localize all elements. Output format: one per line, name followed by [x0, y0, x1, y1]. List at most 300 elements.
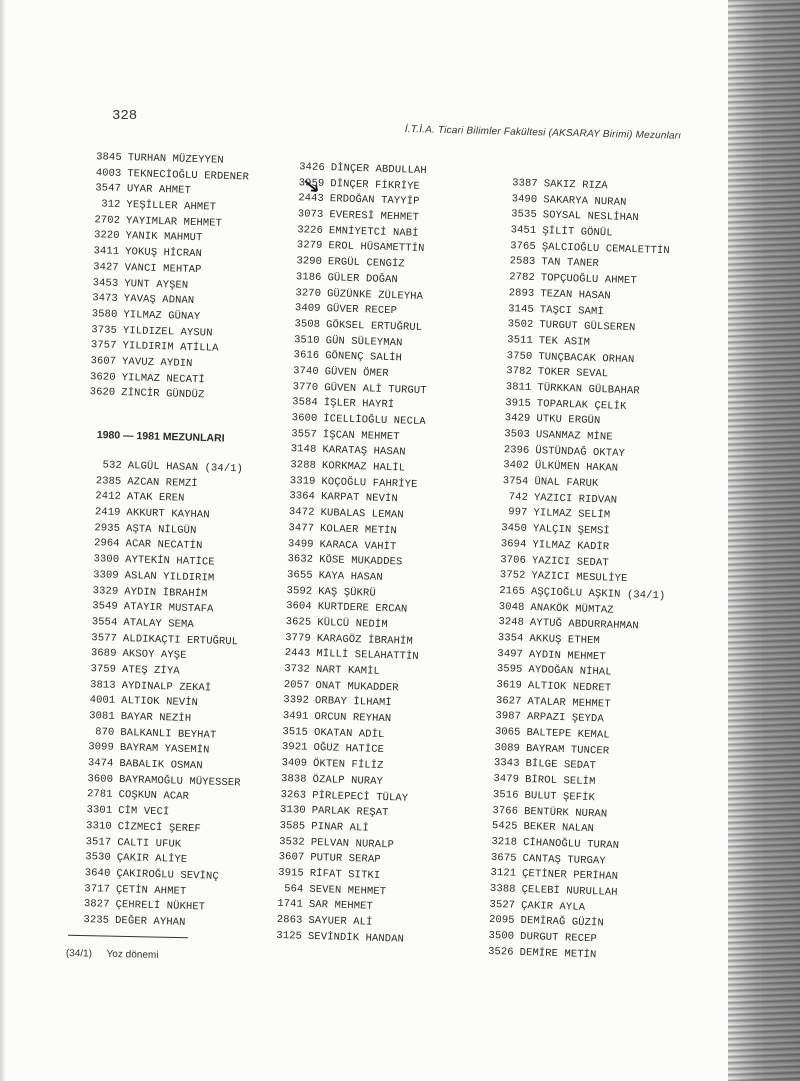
student-number: 2419	[94, 506, 121, 519]
running-header: İ.T.İ.A. Ticari Bilimler Fakültesi (AKSARAY Birimi) Mezunları	[404, 124, 682, 142]
graduate-name: ÜNAL FARUK	[534, 476, 599, 491]
graduate-name: KUBALAS LEMAN	[320, 507, 404, 522]
graduate-name: SAYUER ALİ	[308, 914, 373, 929]
graduate-name: KARPAT NEVİN	[320, 491, 398, 506]
student-number: 3329	[92, 584, 119, 598]
graduate-name: ORBAY İLHAMİ	[314, 695, 392, 710]
graduate-name: ÇAKIROĞLU SEVİNÇ	[116, 867, 219, 883]
student-number: 3750	[506, 349, 533, 363]
student-number: 997	[508, 506, 528, 520]
graduate-name: ZİNCİR GÜNDÜZ	[121, 387, 205, 402]
graduate-name: AYDIN MEHMET	[528, 648, 606, 664]
graduate-name: YANIK MAHMUT	[125, 230, 203, 245]
graduate-name: TEKNECİOĞLU ERDENER	[127, 167, 250, 184]
graduate-name: AYDINALP ZEKAİ	[121, 679, 212, 695]
graduate-name: OĞUZ HATİCE	[313, 742, 385, 757]
graduate-name: DEMİRE METİN	[519, 946, 597, 961]
student-number: 3511	[507, 334, 534, 347]
student-number: 3766	[492, 804, 519, 818]
graduate-name: ALDIKAÇTI ERTUĞRUL	[122, 632, 239, 648]
graduate-name: ATAYIR MUSTAFA	[123, 601, 214, 616]
graduate-name: TOPÇUOĞLU AHMET	[540, 272, 637, 288]
student-number: 3689	[90, 647, 117, 661]
graduate-name: PUTUR SERAP	[310, 852, 381, 867]
student-number: 3811	[505, 381, 532, 394]
student-number: 3474	[87, 757, 114, 770]
student-number: 3584	[292, 396, 318, 410]
graduate-name: KURTDERE ERCAN	[317, 601, 408, 616]
graduate-name: UTKU ERGÜN	[536, 413, 601, 428]
student-number: 3595	[496, 663, 523, 677]
student-number: 3515	[282, 725, 309, 739]
student-number: 3186	[295, 271, 322, 284]
student-number: 3655	[286, 568, 313, 582]
student-number: 3620	[89, 386, 116, 400]
student-number: 3226	[297, 223, 324, 237]
student-number: 3477	[288, 521, 315, 535]
student-number: 3263	[280, 788, 307, 802]
student-number: 3290	[296, 255, 323, 269]
graduate-name: ONAT MUKADDER	[315, 679, 399, 695]
page-right-scan-edge	[728, 0, 800, 1081]
graduate-name: COŞKUN ACAR	[118, 789, 190, 804]
student-number: 3592	[286, 584, 313, 598]
graduate-name: ŞİLİT GÖNÜL	[542, 225, 613, 240]
student-number: 2935	[94, 521, 121, 535]
graduate-name: GÜVEN ÖMER	[324, 366, 389, 380]
graduate-name: ÖZALP NURAY	[312, 773, 384, 788]
student-number: 3517	[85, 835, 112, 849]
student-number: 3580	[91, 308, 118, 321]
student-number: 3081	[89, 710, 115, 723]
student-number: 2781	[86, 788, 113, 802]
graduate-name: YAVUZ AYDIN	[121, 355, 193, 370]
graduate-name: ŞALCIOĞLU CEMALETTİN	[541, 240, 670, 257]
student-number: 3491	[282, 710, 309, 723]
student-number: 3619	[496, 679, 523, 692]
graduate-name: ALTIOK NEDRET	[527, 680, 612, 695]
student-number: 870	[94, 725, 115, 739]
graduate-name: KÖSE MUKADDES	[318, 554, 403, 569]
graduate-name: BİLGE SEDAT	[525, 758, 597, 773]
graduate-name: İŞLER HAYRİ	[323, 397, 395, 412]
student-number: 3502	[507, 318, 534, 332]
student-number: 3813	[89, 678, 116, 692]
graduate-name: GÖNENÇ SALİH	[325, 350, 403, 365]
student-number: 2782	[509, 271, 535, 285]
footnote-mark: (34/1)	[65, 948, 93, 960]
graduate-name: KÜLCÜ NEDİM	[317, 616, 388, 632]
student-number: 3759	[90, 663, 117, 676]
student-number: 3827	[83, 898, 110, 912]
column-1-graduates	[81, 150, 250, 405]
student-number: 1741	[277, 898, 304, 911]
graduate-name: ÜSTÜNDAĞ OKTAY	[535, 444, 626, 460]
student-number: 3065	[494, 726, 521, 739]
student-number: 3740	[292, 365, 319, 378]
student-number: 3354	[497, 631, 524, 645]
graduate-name: ÇEHRELİ NÜKHET	[115, 899, 206, 914]
graduate-name: GÜZÜNKE ZÜLEYHA	[326, 287, 424, 303]
graduate-name: ASLAN YILDIRIM	[124, 569, 215, 585]
student-number: 3121	[490, 867, 517, 880]
student-number: 3532	[278, 835, 305, 849]
graduate-name: BİROL SELİM	[524, 774, 596, 789]
student-number: 3270	[295, 286, 322, 300]
student-number: 3451	[510, 224, 537, 238]
graduate-name: MİLLİ SELAHATTİN	[316, 648, 419, 664]
graduate-name: ÇAKIR AYLA	[520, 899, 586, 914]
student-number: 3765	[510, 239, 536, 253]
student-number: 3782	[506, 365, 533, 379]
student-number: 3148	[290, 443, 317, 457]
graduate-name: EROL HÜSAMETTİN	[328, 240, 425, 256]
graduate-name: AKKURT KAYHAN	[126, 507, 210, 522]
student-number: 3099	[88, 741, 115, 755]
graduate-name: ALGÜL HASAN (34/1)	[127, 460, 244, 476]
student-number: 3402	[503, 459, 530, 473]
student-number: 3145	[508, 302, 535, 316]
graduate-name: USANMAZ MİNE	[535, 429, 613, 444]
student-number: 3987	[495, 710, 522, 724]
graduate-name: YEŞİLLER AHMET	[126, 199, 217, 214]
graduate-name: OKATAN ADİL	[313, 726, 385, 741]
graduate-name: GÜLER DOĞAN	[327, 271, 399, 287]
graduate-name: GÖKSEL ERTUĞRUL	[325, 318, 423, 334]
student-number: 3527	[489, 898, 516, 912]
graduate-name: YAZICI MESULİYE	[531, 570, 628, 586]
graduate-name: UYAR AHMET	[126, 183, 192, 198]
graduate-name: SAR MEHMET	[308, 899, 374, 914]
graduate-name: ÇELEBİ NURULLAH	[521, 883, 618, 899]
student-number: 3218	[491, 835, 518, 849]
graduate-name: TEK ASIM	[538, 335, 591, 349]
graduate-name: ATAK EREN	[126, 491, 185, 506]
graduate-name: CİZMECİ ŞEREF	[117, 820, 202, 836]
student-number: 3343	[493, 757, 520, 771]
graduate-name: GÜVER RECEP	[326, 303, 398, 318]
student-number: 3675	[490, 851, 517, 865]
graduate-name: PARLAK REŞAT	[311, 805, 389, 820]
graduate-name: ÖKTEN FİLİZ	[312, 758, 384, 773]
student-number: 2443	[284, 647, 311, 661]
graduate-name: YILMAZ KADİR	[532, 538, 610, 554]
student-number: 3392	[283, 694, 310, 708]
student-number: 3620	[89, 370, 116, 384]
graduate-name: CİM VECİ	[117, 805, 170, 819]
student-number: 2583	[509, 255, 536, 269]
graduate-name: BALTEPE KEMAL	[526, 727, 610, 742]
graduate-name: ATEŞ ZİYA	[121, 663, 180, 678]
footnote-text: Yoz dönemi	[106, 948, 159, 961]
student-number: 3585	[279, 819, 306, 833]
graduate-name: YILMAZ NECATİ	[121, 371, 206, 386]
graduate-name: BULUT ŞEFİK	[524, 789, 596, 804]
graduate-name: KARAGÖZ İBRAHİM	[316, 632, 413, 648]
graduate-name: ACAR NECATİN	[125, 538, 203, 553]
section-heading-1980-1981: 1980 — 1981 MEZUNLARI	[96, 429, 225, 445]
graduate-name: AYDIN İBRAHİM	[124, 585, 208, 600]
graduate-name: SOYSAL NESLİHAN	[542, 209, 639, 225]
student-number: 3497	[497, 647, 524, 661]
graduate-name: BABALIK OSMAN	[119, 758, 203, 773]
student-number: 5425	[491, 820, 518, 833]
graduate-name: ATALAY SEMA	[123, 616, 194, 631]
student-number: 3754	[502, 475, 529, 488]
student-number: 3845	[96, 151, 122, 164]
student-number: 3453	[92, 276, 119, 290]
graduate-name: YILDIZEL AYSUN	[122, 324, 213, 340]
graduate-name: ÜLKÜMEN HAKAN	[534, 460, 619, 476]
student-number: 3530	[85, 851, 112, 864]
student-number: 2443	[298, 192, 325, 206]
graduate-name: ORCUN REYHAN	[314, 711, 392, 726]
student-number: 2863	[276, 913, 303, 927]
student-number: 3757	[90, 339, 117, 353]
student-number: 3387	[511, 177, 538, 191]
student-number: 3427	[92, 261, 119, 274]
student-number: 3770	[292, 380, 319, 394]
graduate-name: AYTUĞ ABDURRAHMAN	[529, 617, 639, 633]
student-number: 2964	[93, 537, 120, 551]
student-number: 3309	[92, 569, 119, 582]
student-number: 3516	[492, 788, 519, 802]
student-number: 3632	[287, 553, 314, 567]
graduate-name: ATALAR MEHMET	[527, 695, 611, 711]
student-number: 3508	[294, 318, 321, 331]
student-number: 312	[101, 198, 121, 211]
graduate-name: YUNT AYŞEN	[124, 277, 189, 292]
page-left-shadow	[0, 0, 6, 1081]
graduate-name: BAYRAM YASEMİN	[119, 742, 210, 757]
student-number: 3607	[278, 851, 305, 864]
graduate-name: YILDIRIM ATİLLA	[122, 340, 219, 355]
student-number: 3503	[504, 428, 531, 441]
graduate-name: DİNÇER ABDULLAH	[330, 162, 427, 178]
graduate-name: SAKARYA NURAN	[543, 193, 627, 209]
graduate-name: RİFAT SITKI	[309, 867, 381, 882]
student-number: 2893	[508, 287, 535, 300]
student-number: 3535	[510, 208, 537, 222]
graduate-name: ARPAZI ŞEYDA	[526, 711, 604, 726]
graduate-name: YAZICI RIDVAN	[533, 491, 618, 507]
graduate-name: DEĞER AYHAN	[114, 914, 186, 929]
student-number: 3248	[498, 616, 525, 630]
graduate-name: TURGUT GÜLSEREN	[539, 319, 636, 335]
student-number: 2412	[95, 490, 122, 504]
graduate-name: DURGUT RECEP	[519, 930, 598, 946]
student-number: 3288	[290, 459, 317, 472]
graduate-name: TURHAN MÜZEYYEN	[127, 152, 224, 167]
graduate-name: YAVAŞ ADNAN	[123, 293, 195, 308]
graduate-name: KOÇOĞLU FAHRİYE	[321, 475, 418, 491]
student-number: 3735	[91, 323, 118, 337]
graduate-name: TOPARLAK ÇELİK	[536, 397, 627, 413]
student-number: 3510	[293, 333, 320, 347]
student-number: 3364	[289, 490, 316, 504]
student-number: 3694	[500, 537, 527, 551]
graduate-name: KARACA VAHİT	[319, 538, 397, 553]
student-number: 3600	[87, 772, 114, 786]
graduate-name: CANTAŞ TURGAY	[522, 852, 606, 868]
student-number: 3220	[93, 229, 120, 243]
student-number: 3048	[498, 600, 525, 614]
student-number: 4001	[89, 694, 116, 708]
graduate-name: DİNÇER FİKRİYE	[330, 177, 421, 193]
graduate-name: KAŞ ŞÜKRÜ	[318, 585, 376, 600]
student-number: 3717	[84, 882, 111, 896]
student-number: 3604	[285, 600, 312, 614]
graduate-name: KOLAER METİN	[319, 522, 398, 538]
graduate-name: PELVAN NURALP	[310, 836, 395, 851]
graduate-name: TÜRKKAN GÜLBAHAR	[537, 382, 640, 398]
graduate-name: YAYIMLAR MEHMET	[125, 214, 223, 230]
graduate-name: YOKUŞ HİCRAN	[124, 246, 203, 261]
graduate-name: AŞTA NİLGÜN	[125, 522, 197, 537]
student-number: 4003	[95, 166, 122, 180]
student-number: 3409	[294, 302, 321, 316]
graduate-name: İCELLİOĞLU NECLA	[323, 413, 426, 429]
graduate-name: SEVEN MEHMET	[309, 883, 387, 898]
graduate-name: ERDOĞAN TAYYİP	[329, 193, 420, 209]
graduate-name: ÇETİNER PERİHAN	[521, 868, 619, 884]
student-number: 3426	[299, 161, 325, 175]
graduate-name: CİHANOĞLU TURAN	[522, 836, 620, 852]
graduate-name: AYDOĞAN NİHAL	[528, 664, 612, 679]
student-number: 3499	[287, 537, 314, 551]
graduate-name: AKKUŞ ETHEM	[529, 632, 601, 648]
student-number: 3310	[85, 819, 112, 833]
graduate-name: BAYRAMOĞLU MÜYESSER	[118, 773, 241, 790]
graduate-name: BAYRAM TUNCER	[525, 742, 610, 758]
student-number: 3073	[297, 208, 324, 222]
student-number: 3500	[488, 929, 515, 943]
student-number: 3547	[95, 182, 122, 196]
student-number: 3557	[291, 427, 318, 441]
student-number: 3915	[278, 866, 305, 880]
student-number: 3706	[500, 553, 527, 567]
student-number: 3300	[93, 553, 120, 567]
student-number: 3549	[92, 600, 119, 614]
graduate-name: ÇETİN AHMET	[115, 883, 187, 898]
graduate-name: ALTIOK NEVİN	[121, 695, 199, 710]
student-number: 564	[283, 882, 304, 896]
graduate-name: BENTÜRK NURAN	[523, 805, 608, 821]
student-number: 3235	[83, 913, 110, 927]
graduate-name: YALÇIN ŞEMSİ	[532, 523, 610, 538]
student-number: 532	[102, 459, 122, 472]
column-1-graduates-1980-1981	[75, 458, 250, 933]
student-number: 3752	[499, 569, 526, 583]
student-number: 3627	[495, 694, 522, 708]
graduate-name: VANCI MEHTAP	[124, 261, 202, 277]
student-number: 3409	[281, 757, 308, 770]
student-number: 2057	[283, 678, 310, 692]
student-number: 3921	[281, 741, 308, 755]
graduate-name: BEKER NALAN	[523, 821, 595, 836]
student-number: 2385	[95, 474, 122, 488]
student-number: 2396	[503, 443, 530, 457]
student-number: 3915	[505, 396, 532, 410]
graduate-name: DEMİRAĞ GÜZİN	[520, 915, 604, 930]
student-number: 3526	[487, 945, 514, 959]
graduate-name: SEVİNDİK HANDAN	[307, 930, 405, 946]
graduate-name: YAZICI SEDAT	[531, 554, 609, 569]
graduate-name: AZCAN REMZİ	[127, 475, 198, 490]
graduate-name: KARATAŞ HASAN	[322, 444, 406, 459]
student-number: 3472	[288, 506, 315, 519]
graduate-name: AYTEKİN HATİCE	[124, 554, 215, 569]
student-number: 3607	[90, 355, 117, 368]
graduate-name: ANAKÖK MÜMTAZ	[530, 601, 614, 617]
student-number: 3625	[285, 615, 312, 629]
student-number: 3554	[91, 616, 118, 629]
student-number: 3616	[293, 349, 320, 363]
graduate-name: İŞCAN MEHMET	[322, 428, 400, 444]
student-number: 2702	[94, 213, 121, 227]
graduate-name: TEZAN HASAN	[540, 288, 611, 303]
student-number: 3279	[296, 239, 323, 253]
student-number: 3130	[279, 804, 306, 817]
graduate-name: PINAR ALİ	[311, 820, 369, 835]
student-number: 3600	[291, 412, 318, 425]
student-number: 3732	[284, 663, 311, 676]
column-2-graduates	[268, 160, 434, 948]
student-number: 742	[508, 491, 529, 504]
student-number: 3473	[92, 292, 119, 306]
student-number: 3429	[504, 412, 531, 426]
student-number: 3450	[501, 522, 528, 536]
column-3-graduates	[479, 176, 678, 965]
page-number: 328	[112, 108, 138, 124]
graduate-name: TAN TANER	[541, 256, 600, 271]
student-number: 3089	[494, 741, 521, 755]
graduate-name: TAŞCI SAMİ	[539, 303, 604, 318]
graduate-name: AKSOY AYŞE	[122, 648, 187, 663]
graduate-name: EVERESİ MEHMET	[329, 209, 420, 224]
graduate-name: YILMAZ SELİM	[533, 507, 611, 522]
student-number: 3490	[511, 192, 538, 206]
student-number: 3319	[289, 474, 316, 488]
graduate-name: GÜVEN ALİ TURGUT	[324, 381, 427, 397]
student-number: 3838	[280, 772, 307, 786]
student-number: 3125	[276, 929, 303, 943]
graduate-name: ÇAKIR ALİYE	[116, 852, 188, 867]
graduate-name: SAKIZ RIZA	[543, 178, 608, 193]
student-number: 3411	[93, 245, 120, 259]
graduate-name: KAYA HASAN	[318, 569, 383, 584]
graduate-name: NART KAMİL	[315, 663, 381, 678]
student-number: 3479	[493, 773, 520, 786]
student-number: 3388	[489, 882, 516, 896]
graduate-name: KORKMAZ HALİL	[321, 460, 406, 475]
student-number: 3959	[298, 176, 325, 190]
graduate-name: BALKANLI BEYHAT	[120, 726, 217, 742]
footnote	[66, 948, 159, 961]
student-number: 2165	[499, 584, 526, 598]
graduate-name: AŞÇIOĞLU AŞKIN (34/1)	[530, 585, 666, 603]
graduate-name: TUNÇBACAK ORHAN	[538, 350, 635, 366]
graduate-name: YILMAZ GÜNAY	[123, 308, 201, 324]
graduate-name: EMNİYETCİ NABİ	[328, 224, 419, 240]
graduate-name: CALTI UFUK	[117, 836, 182, 851]
graduate-name: GÜN SÜLEYMAN	[325, 334, 403, 349]
graduate-name: PİRLEPECİ TÜLAY	[311, 789, 409, 805]
student-number: 3301	[86, 804, 113, 817]
student-number: 2095	[488, 914, 515, 928]
student-number: 3640	[84, 866, 111, 880]
graduate-name: ERGÜL CENGİZ	[327, 256, 405, 271]
